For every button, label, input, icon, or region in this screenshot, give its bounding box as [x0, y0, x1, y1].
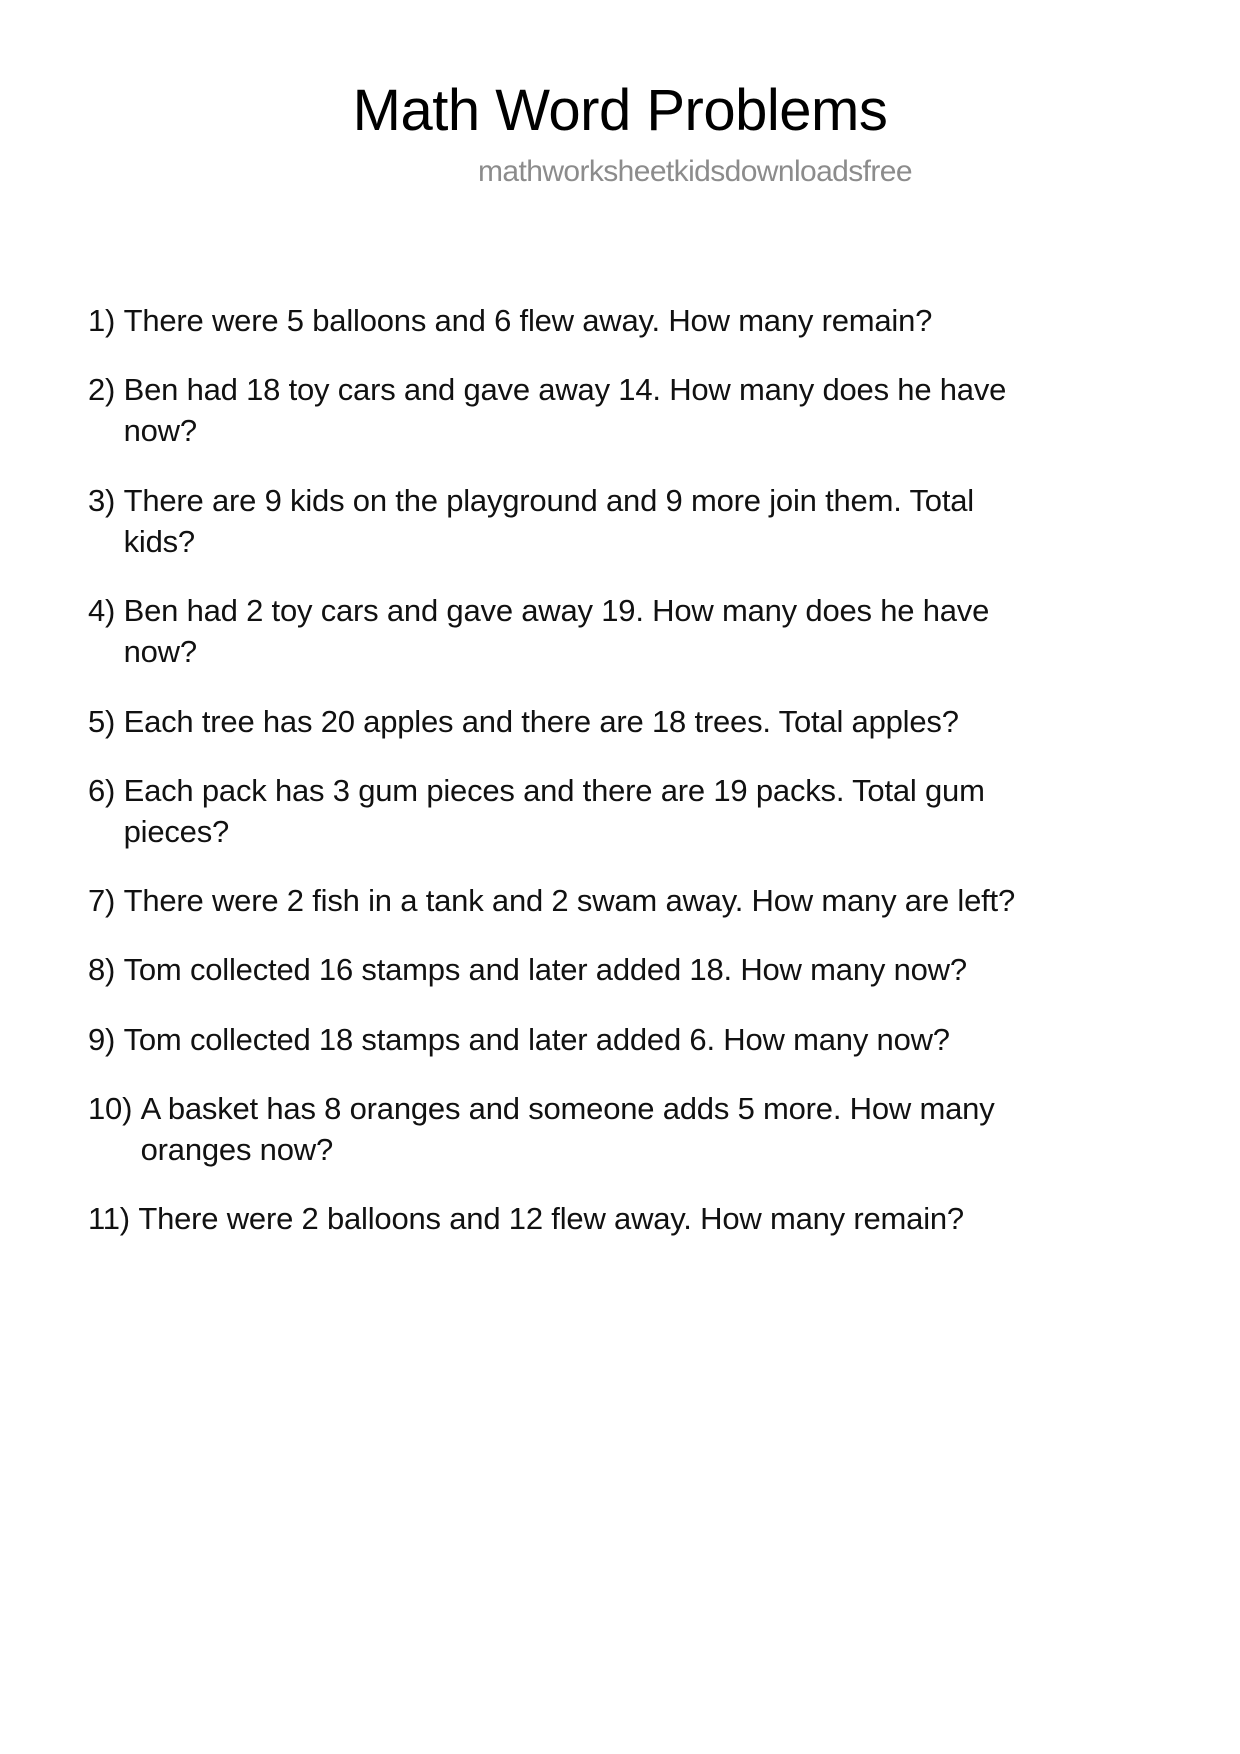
problem-number: 8)	[88, 952, 116, 988]
problem-number: 3)	[88, 482, 116, 518]
problem-number: 6)	[88, 772, 116, 808]
problem-text: Ben had 18 toy cars and gave away 14. How many does he have now?	[123, 372, 1007, 449]
problem-number: 5)	[88, 703, 116, 739]
problem-text: There were 2 fish in a tank and 2 swam away. How many are left?	[123, 883, 1016, 919]
problem-item	[88, 770, 1023, 852]
problem-text: Tom collected 16 stamps and later added 18. How many now?	[123, 952, 967, 988]
problem-number: 10)	[88, 1090, 133, 1126]
problem-item	[88, 590, 1023, 672]
problem-item	[88, 1088, 1023, 1170]
problem-text: Each tree has 20 apples and there are 18 trees. Total apples?	[123, 703, 959, 739]
problem-number: 9)	[88, 1021, 116, 1057]
problem-text: There are 9 kids on the playground and 9 more join them. Total kids?	[123, 482, 974, 559]
problem-text: There were 2 balloons and 12 flew away. How many remain?	[138, 1201, 964, 1237]
problem-item	[88, 1198, 1023, 1239]
problem-number: 4)	[88, 593, 116, 629]
problem-item	[88, 369, 1023, 451]
problem-number: 1)	[88, 303, 116, 338]
problem-text: Each pack has 3 gum pieces and there are 19 packs. Total gum pieces?	[123, 772, 985, 849]
worksheet-header	[0, 0, 1240, 188]
problem-number: 11)	[88, 1201, 130, 1237]
problem-text: A basket has 8 oranges and someone adds 5 more. How many oranges now?	[140, 1090, 995, 1168]
problem-text: Ben had 2 toy cars and gave away 19. How many does he have now?	[123, 593, 990, 670]
problem-item	[88, 880, 1023, 921]
problem-text: Tom collected 18 stamps and later added 6. How many now?	[123, 1021, 950, 1057]
problem-item	[88, 1019, 1023, 1060]
problem-item	[88, 480, 1023, 562]
problem-list	[88, 300, 1023, 1240]
problem-text: There were 5 balloons and 6 flew away. How many remain?	[123, 303, 933, 338]
page-title: Math Word Problems	[352, 78, 888, 143]
problem-item	[88, 300, 1023, 341]
problem-item	[88, 949, 1023, 990]
problem-item	[88, 701, 1023, 742]
problem-number: 7)	[88, 883, 116, 919]
page-subtitle: mathworksheetkidsdownloadsfree	[478, 154, 912, 188]
problem-number: 2)	[88, 372, 116, 408]
